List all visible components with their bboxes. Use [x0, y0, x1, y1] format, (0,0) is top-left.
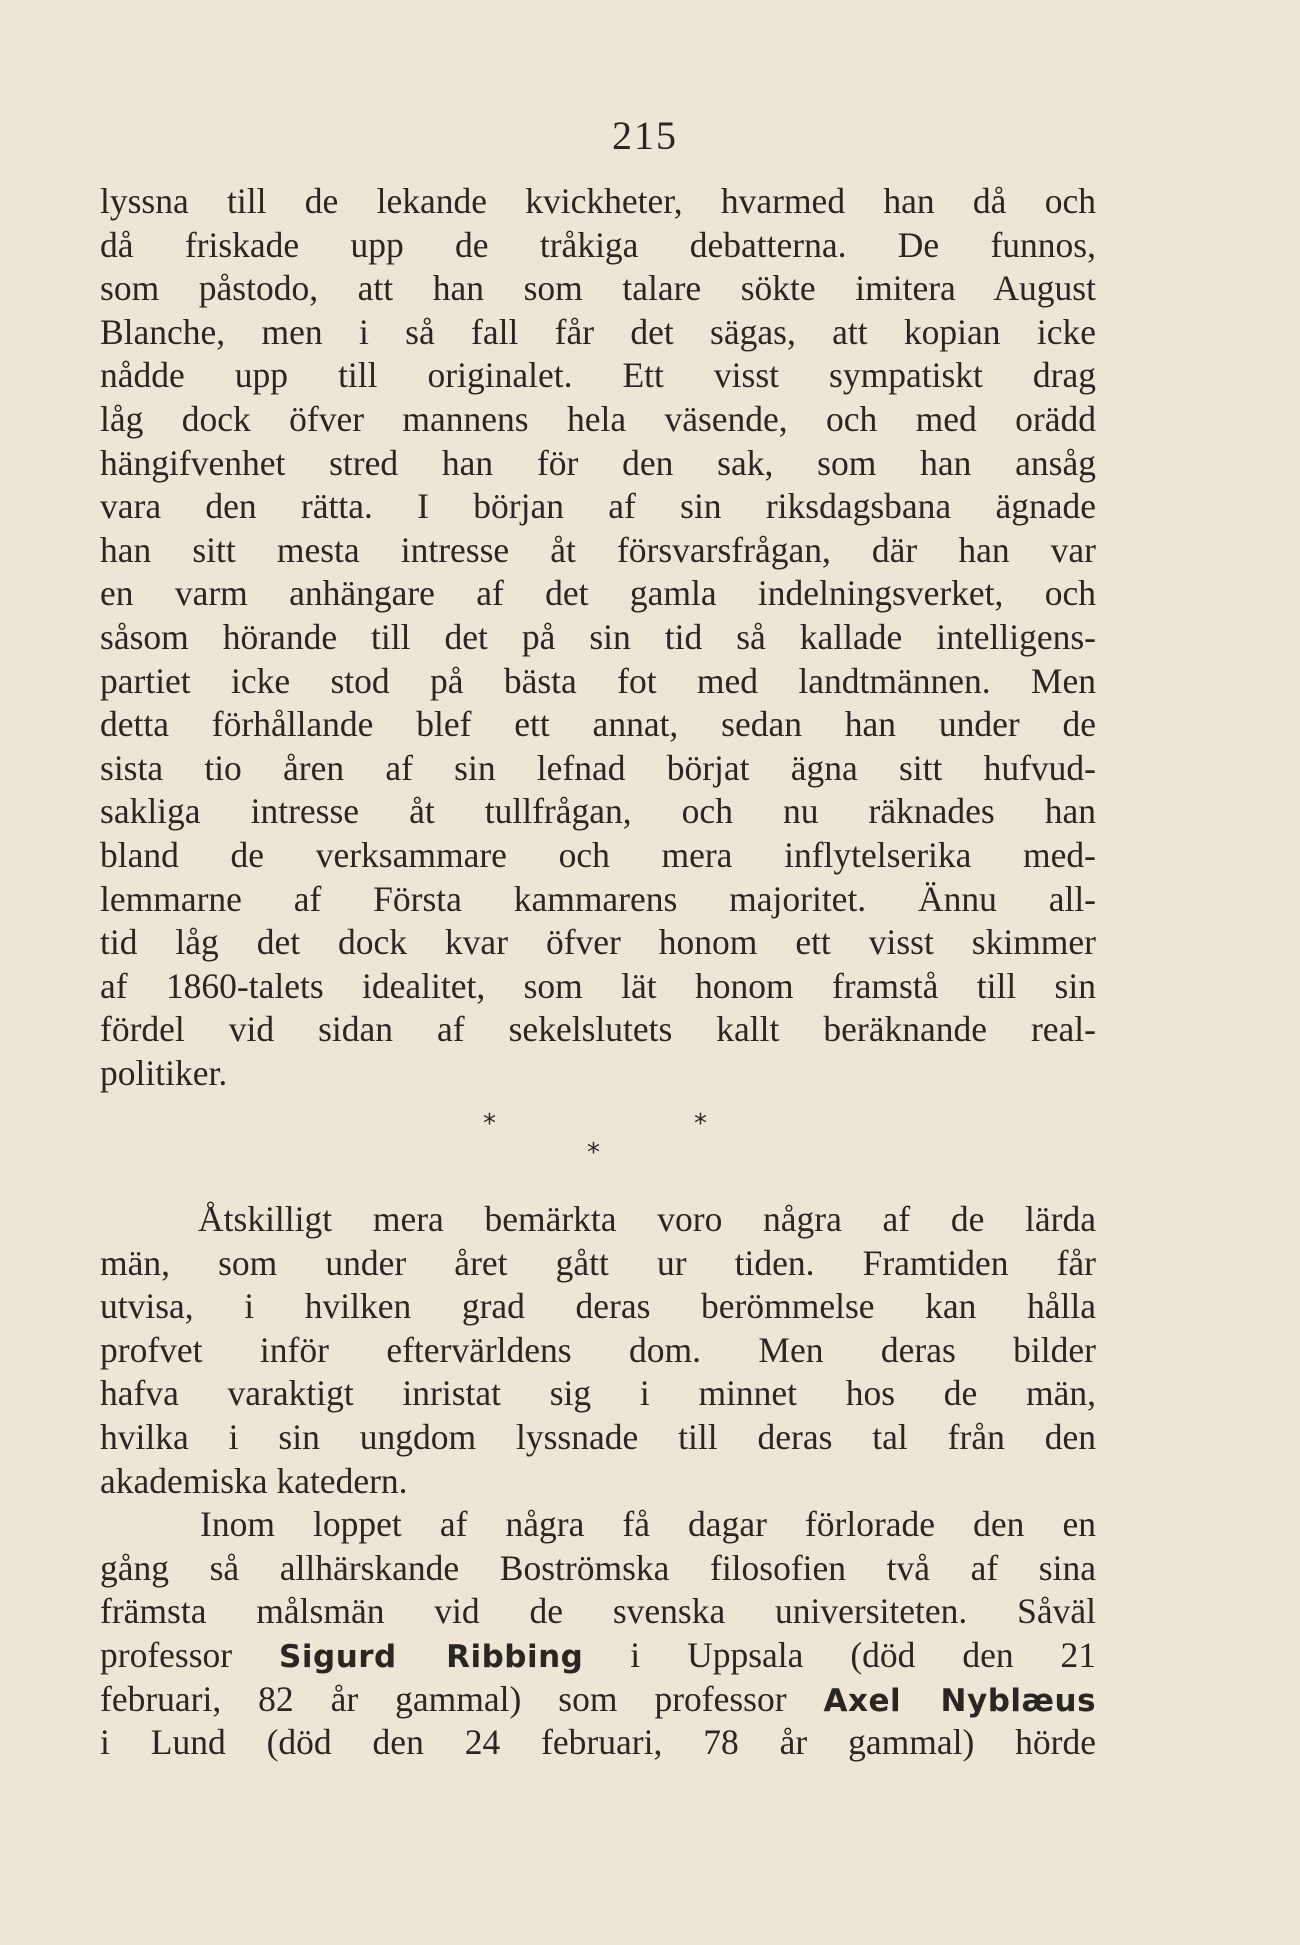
text-line: hvilka i sin ungdom lyssnade till deras tal från den	[100, 1416, 1096, 1457]
text-line: då friskade upp de tråkiga debatterna. De funnos,	[100, 224, 1096, 265]
text-line: fördel vid sidan af sekelslutets kallt beräknande real-	[100, 1009, 1096, 1050]
text-line: detta förhållande blef ett annat, sedan han under de	[100, 704, 1096, 745]
text-line: män, som under året gått ur tiden. Framtiden får	[100, 1242, 1096, 1283]
text-line: hafva varaktigt inristat sig i minnet hos de män,	[100, 1373, 1096, 1414]
text-line: sista tio åren af sin lefnad börjat ägna sitt hufvud-	[100, 747, 1096, 788]
text-line: bland de verksammare och mera inflytelserika med-	[100, 834, 1096, 875]
text-fragment: i Uppsala (död den 21	[630, 1634, 1097, 1675]
text-line: tid låg det dock kvar öfver honom ett visst skimmer	[100, 922, 1096, 963]
text-line: af 1860-talets idealitet, som lät honom framstå till sin	[100, 965, 1096, 1006]
text-line: som påstodo, att han som talare sökte imitera August	[100, 268, 1096, 309]
text-line: han sitt mesta intresse åt försvarsfrågan, där han var	[100, 529, 1096, 570]
text-line: hängifvenhet stred han för den sak, som han ansåg	[100, 442, 1096, 483]
text-line: en varm anhängare af det gamla indelningsverket, och	[100, 573, 1096, 614]
text-line: främsta målsmän vid de svenska universiteten. Såväl	[100, 1591, 1096, 1632]
asterisk-ornament: *	[483, 1109, 496, 1139]
text-line: utvisa, i hvilken grad deras berömmelse kan hålla	[100, 1286, 1096, 1327]
text-line: politiker.	[100, 1052, 228, 1093]
text-fragment: februari, 82 år gammal) som professor	[100, 1678, 787, 1719]
text-line: profvet inför eftervärldens dom. Men deras bilder	[100, 1329, 1096, 1370]
page-number: 215	[612, 113, 678, 158]
person-name-nyblaeus: Axel Nyblæus	[823, 1682, 1097, 1719]
text-line: vara den rätta. I början af sin riksdagsbana ägnade	[100, 486, 1096, 527]
text-line: lyssna till de lekande kvickheter, hvarmed han då och	[100, 181, 1096, 221]
text-line: nådde upp till originalet. Ett visst sympatiskt drag	[100, 355, 1096, 396]
text-line: sakliga intresse åt tullfrågan, och nu räknades han	[100, 791, 1096, 832]
text-line: låg dock öfver mannens hela väsende, och med orädd	[100, 398, 1096, 439]
asterisk-ornament: *	[694, 1109, 707, 1139]
text-line-nyblaeus	[100, 1678, 1096, 1722]
text-line: akademiska katedern.	[100, 1460, 408, 1501]
text-line: Inom loppet af några få dagar förlorade den en	[200, 1504, 1096, 1545]
section-separator	[0, 1105, 1300, 1168]
paragraph-scholars	[100, 1198, 1096, 1765]
person-name-ribbing: Sigurd Ribbing	[279, 1638, 584, 1675]
text-line: gång så allhärskande Boströmska filosofien två af sina	[100, 1547, 1096, 1588]
text-line: såsom hörande till det på sin tid så kallade intelligens-	[100, 616, 1096, 657]
asterisk-ornament: *	[587, 1138, 600, 1168]
text-line: Blanche, men i så fall får det sägas, att kopian icke	[100, 311, 1096, 352]
text-line: lemmarne af Första kammarens majoritet. Ännu all-	[100, 878, 1096, 919]
paragraph-riksdag	[100, 180, 1096, 1095]
text-line: partiet icke stod på bästa fot med landtmännen. Men	[100, 660, 1096, 701]
text-line: i Lund (död den 24 februari, 78 år gammal) hörde	[100, 1722, 1096, 1763]
text-fragment: professor	[100, 1634, 233, 1675]
text-line-ribbing	[100, 1634, 1096, 1678]
text-line: Åtskilligt mera bemärkta voro några af de lärda	[198, 1199, 1096, 1239]
